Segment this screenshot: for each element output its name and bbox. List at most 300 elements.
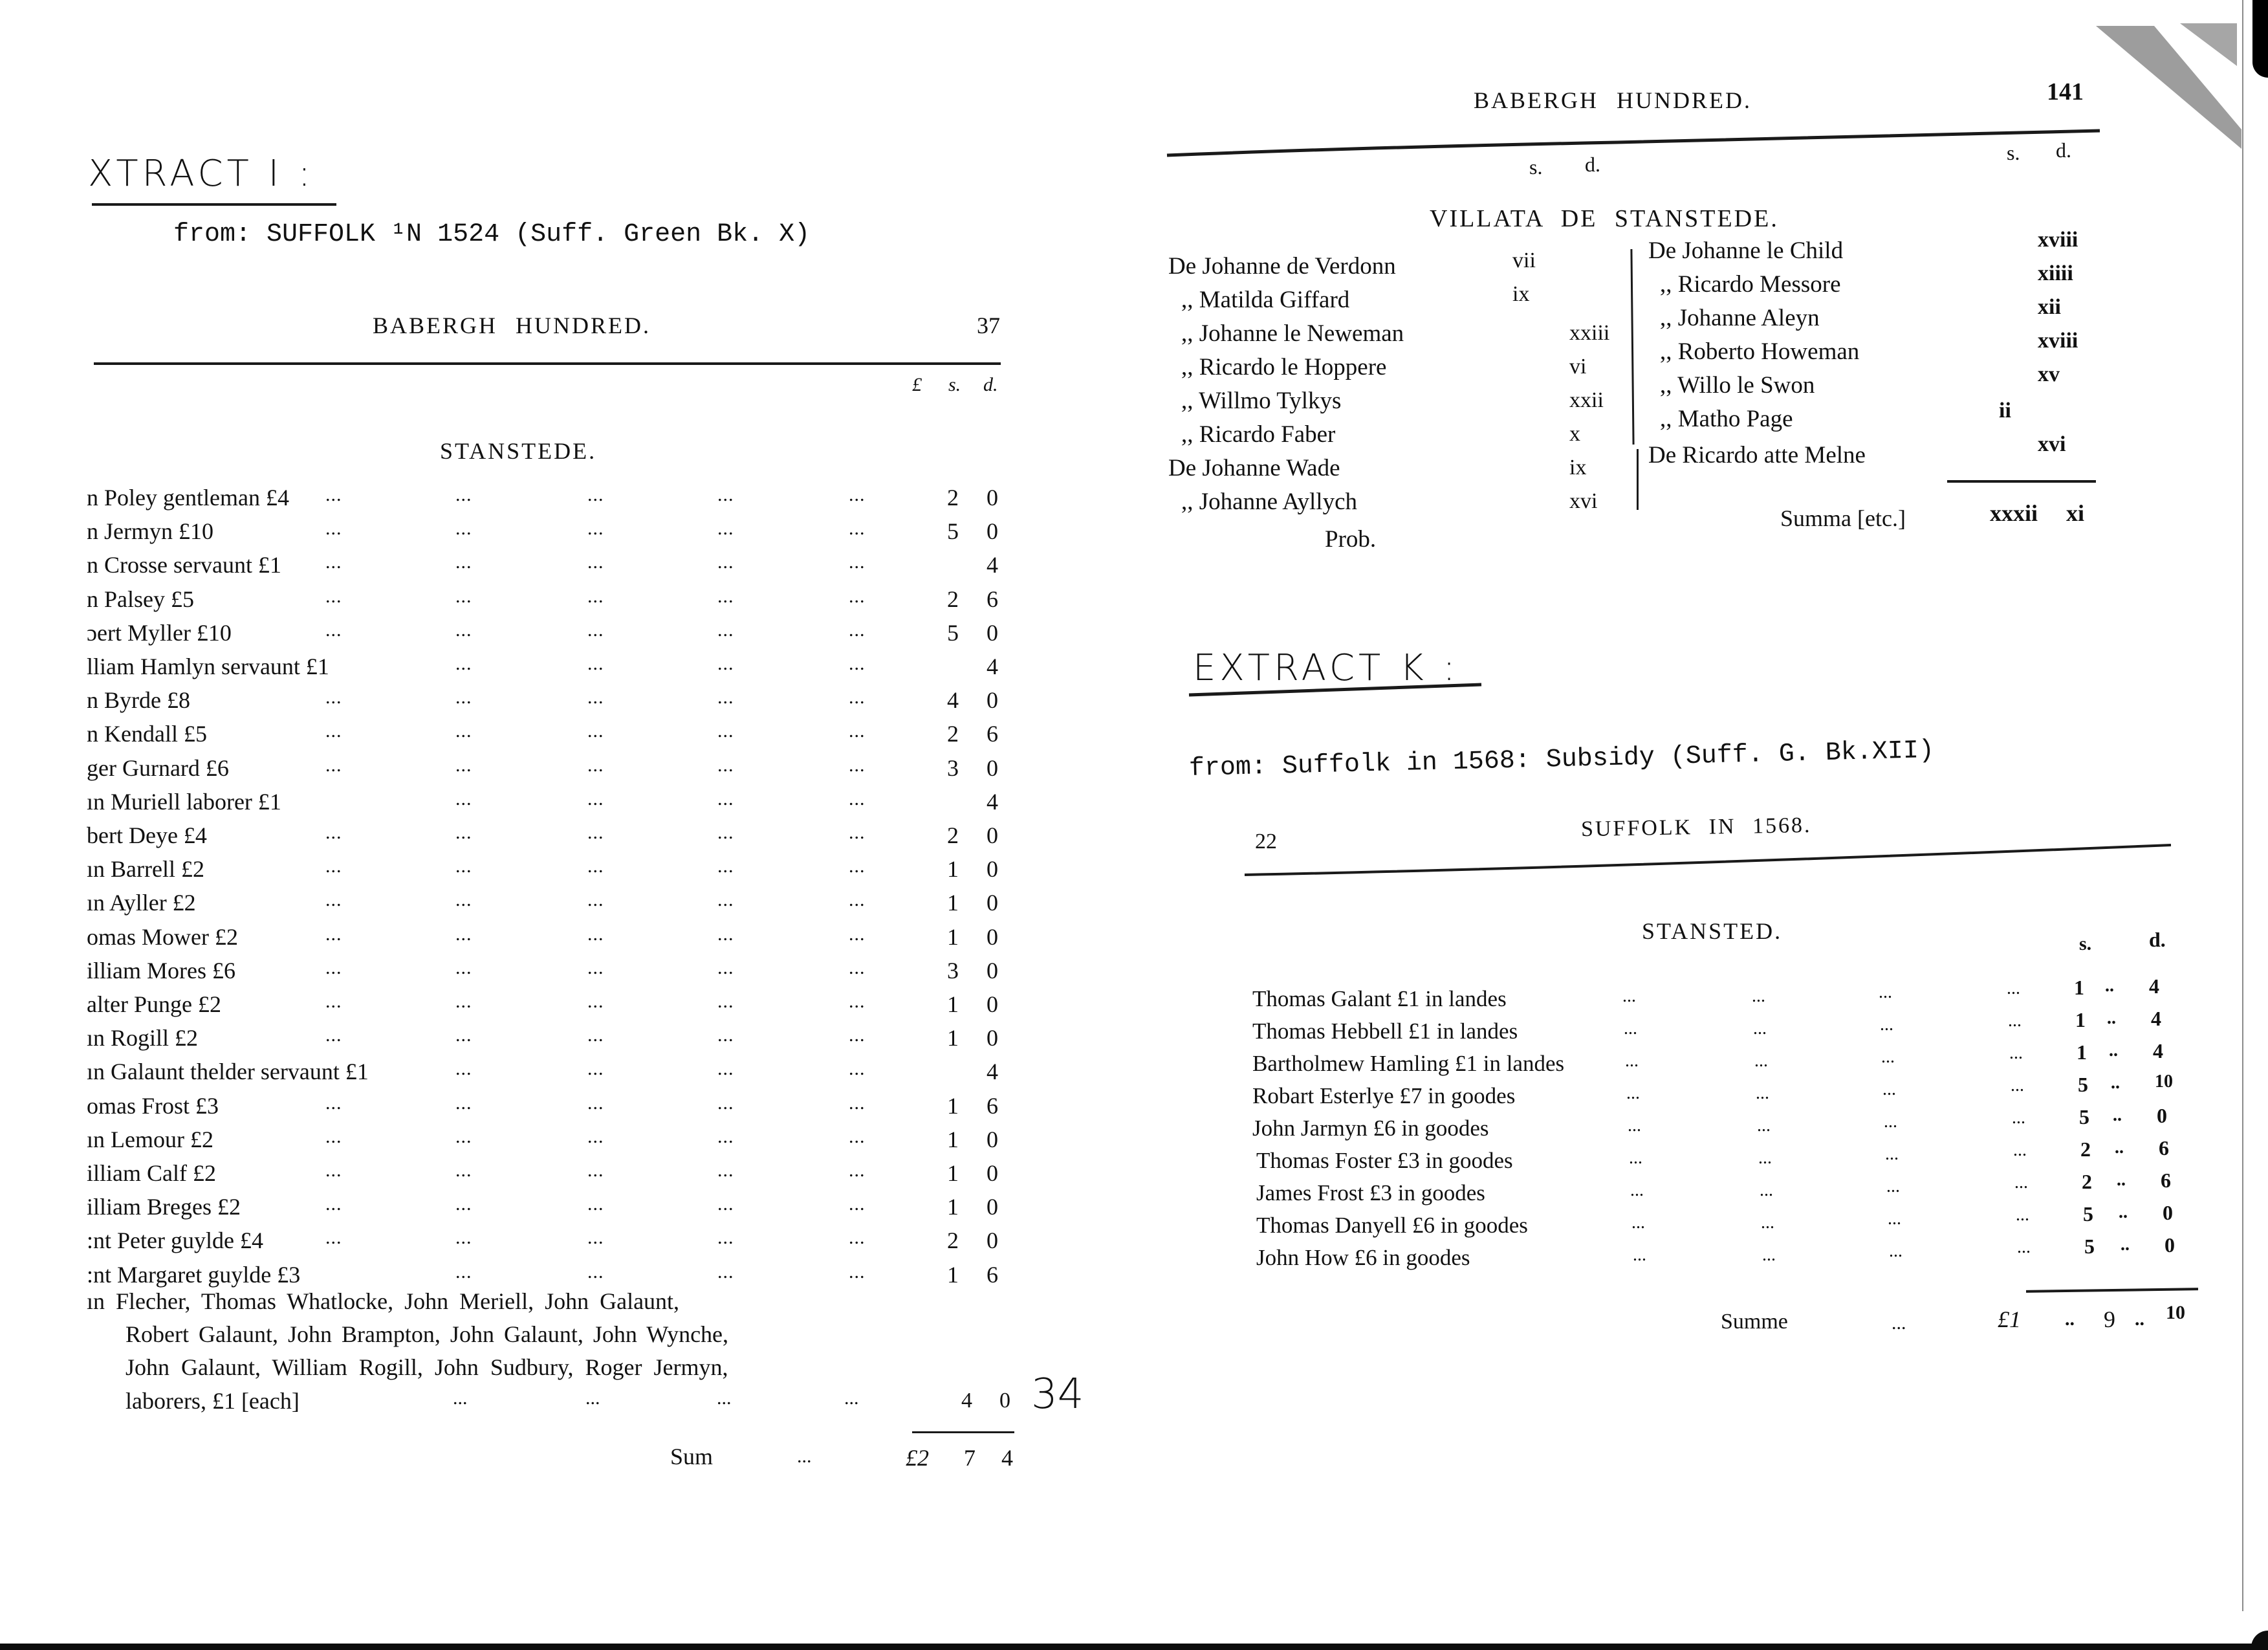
dots-leader: ... xyxy=(325,1160,342,1181)
entry-name: bert Deye £4 xyxy=(87,822,207,848)
page-edge-right xyxy=(2242,0,2243,1611)
dots-leader: ... xyxy=(455,754,472,776)
dots-leader: ... xyxy=(1757,1116,1771,1136)
dots-leader: ... xyxy=(587,1058,604,1080)
dots-leader: ... xyxy=(1889,1241,1903,1261)
dots-leader: ... xyxy=(1885,1144,1899,1164)
entry-shillings: 3 xyxy=(947,957,959,984)
villata-column-divider xyxy=(1637,449,1639,510)
stansted-title: STANSTED. xyxy=(1642,918,1783,944)
dots-leader: ... xyxy=(849,687,866,709)
villata-entry-name: ,, Johanne Ayllych xyxy=(1181,489,1358,515)
table-row xyxy=(87,957,1005,991)
dots-leader: ... xyxy=(1761,1213,1774,1233)
villata-entry-name: De Ricardo atte Melne xyxy=(1648,442,1866,468)
dots-leader: ... xyxy=(455,1260,472,1282)
extract-k-running-head: SUFFOLK IN 1568. xyxy=(1580,813,1812,842)
dots-leader: ... xyxy=(1758,1148,1772,1168)
entry-shillings: 2 xyxy=(947,586,959,612)
dots-leader: ... xyxy=(587,687,604,709)
entry-shillings: 1 xyxy=(947,991,959,1017)
entry-pence: 0 xyxy=(987,1160,998,1186)
entry-shillings: 1 xyxy=(947,1126,959,1152)
villata-entry-pence: xvi xyxy=(2038,432,2066,456)
villata-sum-label: Summa [etc.] xyxy=(1780,505,1906,531)
scan-border-bottom xyxy=(0,1644,2268,1650)
villata-entry-pence: xxii xyxy=(1569,388,1604,412)
dots-leader: ... xyxy=(587,956,604,978)
dots-leader: ... xyxy=(325,754,342,776)
extract-k-source-line: from: Suffolk in 1568: Subsidy (Suff. G. Bk.XII) xyxy=(1188,736,1935,784)
villata-col-d-right: d. xyxy=(2056,138,2071,162)
dots-leader: ... xyxy=(849,1024,866,1046)
dots-leader: ... xyxy=(455,653,472,674)
dots-leader: ... xyxy=(587,1193,604,1215)
villata-entry-shillings: vii xyxy=(1512,248,1536,272)
villata-entry-name: ,, Willo le Swon xyxy=(1660,372,1815,399)
dots-leader: ... xyxy=(2008,1011,2022,1031)
dots-leader: ... xyxy=(587,889,604,911)
k-entry-pence: 0 xyxy=(2164,1233,2175,1257)
dots-leader: ... xyxy=(717,991,734,1012)
villata-title: VILLATA DE STANSTEDE. xyxy=(1430,205,1779,232)
laborers-line: ın Flecher, Thomas Whatlocke, John Meriell, John Galaunt, xyxy=(87,1288,680,1314)
running-head: BABERGH HUNDRED. xyxy=(373,313,651,338)
dots-leader: ... xyxy=(587,551,604,573)
dots-leader: ... xyxy=(455,923,472,945)
dots-leader: ... xyxy=(325,1125,342,1147)
entry-pence: 0 xyxy=(987,923,998,950)
entry-pence: 0 xyxy=(987,754,998,781)
laborers-shillings: 4 xyxy=(961,1389,972,1413)
dots-leader: ... xyxy=(455,687,472,709)
dots-leader: ... xyxy=(587,484,604,505)
dots-leader: ... xyxy=(849,518,866,540)
k-entry-pence: 4 xyxy=(2149,974,2159,998)
entry-pence: 4 xyxy=(987,788,998,815)
dots-leader: ... xyxy=(455,787,472,809)
table-row xyxy=(87,687,1005,720)
dots-leader: ... xyxy=(849,1058,866,1080)
entry-shillings: 2 xyxy=(947,721,959,747)
entry-pence: 0 xyxy=(987,856,998,883)
entry-shillings: 5 xyxy=(947,619,959,646)
entry-pence: 6 xyxy=(987,1092,998,1119)
dots-leader: ... xyxy=(455,551,472,573)
dots-leader: ... xyxy=(1888,1209,1901,1229)
table-row xyxy=(87,518,1005,551)
dots-leader: ... xyxy=(1633,1245,1646,1265)
dots-leader: ... xyxy=(1880,1015,1893,1035)
laborers-line: laborers, £1 [each] xyxy=(125,1388,300,1414)
dots-leader: ... xyxy=(1624,1018,1637,1039)
villata-entry-name: ,, Willmo Tylkys xyxy=(1181,388,1342,414)
villata-entry-pence: xiiii xyxy=(2038,261,2073,285)
dots-leader: ... xyxy=(587,720,604,742)
k-entry-name: Thomas Danyell £6 in goodes xyxy=(1256,1213,1528,1238)
dots-leader: ... xyxy=(455,484,472,505)
entry-pence: 4 xyxy=(987,1059,998,1085)
entry-pence: 4 xyxy=(987,552,998,578)
scan-border-corner xyxy=(2251,1631,2268,1650)
entry-pence: 6 xyxy=(987,1261,998,1288)
villata-entry-pence: xvi xyxy=(1569,489,1598,513)
villata-entry-pence: ix xyxy=(1569,456,1587,479)
laborers-line: Robert Galaunt, John Brampton, John Galaunt, John Wynche, xyxy=(125,1321,729,1347)
dots-leader: ... xyxy=(587,653,604,674)
right-running-head: BABERGH HUNDRED. xyxy=(1474,87,1752,113)
k-sum-pounds: £1 xyxy=(1998,1306,2021,1332)
k-entry-shillings: 2 xyxy=(2080,1138,2091,1161)
k-entry-name: Thomas Foster £3 in goodes xyxy=(1256,1148,1513,1173)
dots-leader: ... xyxy=(325,619,342,641)
table-row xyxy=(87,754,1005,788)
k-entry-pence: 0 xyxy=(2163,1201,2173,1224)
villata-entry-shillings: ii xyxy=(1999,399,2011,423)
dots-leader: ... xyxy=(1625,1051,1639,1071)
entry-pence: 4 xyxy=(987,654,998,679)
villata-entry-name: ,, Ricardo Messore xyxy=(1660,271,1841,298)
entry-shillings: 3 xyxy=(947,754,959,781)
dots-leader: ... xyxy=(1886,1176,1900,1196)
dots-leader: ... xyxy=(587,855,604,877)
col-pence: d. xyxy=(983,374,998,395)
villata-entry-pence: x xyxy=(1569,422,1580,446)
entry-pence: 0 xyxy=(987,890,998,916)
entry-name: ger Gurnard £6 xyxy=(87,754,229,781)
dots-leader: ... xyxy=(717,822,734,843)
k-sum-shillings: 9 xyxy=(2104,1306,2115,1332)
dots-leader: ... xyxy=(849,787,866,809)
dots-leader: ... xyxy=(587,923,604,945)
k-entry-pence: 6 xyxy=(2159,1136,2169,1160)
entry-name: n Jermyn £10 xyxy=(87,518,213,545)
villata-entry-name: ,, Matho Page xyxy=(1660,406,1793,432)
entry-shillings: 1 xyxy=(947,1194,959,1220)
sum-pounds: £2 xyxy=(906,1445,929,1471)
dots-leader: ... xyxy=(1622,986,1636,1006)
entry-shillings: 1 xyxy=(947,923,959,950)
entry-pence: 0 xyxy=(987,518,998,545)
k-sum-pence: 10 xyxy=(2166,1302,2185,1323)
entry-name: omas Mower £2 xyxy=(87,923,238,950)
k-entry-shillings: 5 xyxy=(2079,1105,2089,1128)
dots-leader: ... xyxy=(1753,1018,1767,1039)
villata-entry-pence: xii xyxy=(2038,295,2061,319)
dots-leader: ... xyxy=(1754,1051,1768,1071)
dots-leader: ... xyxy=(325,1092,342,1114)
villata-col-s-right: s. xyxy=(2007,141,2020,164)
entry-name: lliam Hamlyn servaunt £1 xyxy=(87,654,329,679)
dots-leader: ... xyxy=(717,1092,734,1114)
dots-leader: ... xyxy=(717,787,734,809)
k-entry-pence: 10 xyxy=(2155,1072,2173,1092)
k-sum-dots: ... xyxy=(1892,1312,1906,1334)
dots-leader: ... xyxy=(849,923,866,945)
table-row xyxy=(87,619,1005,653)
dots-leader: ... xyxy=(717,1024,734,1046)
dots-leader: ... xyxy=(849,1092,866,1114)
dots-leader: ... xyxy=(1881,1047,1895,1067)
villata-entry-name: De Johanne le Child xyxy=(1648,237,1844,264)
k-entry-sep: .. xyxy=(2111,1073,2120,1093)
entry-name: alter Punge £2 xyxy=(87,991,221,1017)
k-entry-name: John How £6 in goodes xyxy=(1256,1245,1470,1270)
dots-leader: ... xyxy=(587,518,604,540)
entry-pence: 0 xyxy=(987,1194,998,1220)
villata-entry-pence: xv xyxy=(2038,362,2060,386)
dots-leader: ... xyxy=(1630,1180,1644,1200)
k-entry-name: Robart Esterlye £7 in goodes xyxy=(1252,1083,1516,1108)
villata-entry-name: ,, Ricardo Faber xyxy=(1181,421,1336,448)
page-number: 37 xyxy=(977,313,1000,338)
entry-name: ın Rogill £2 xyxy=(87,1025,199,1051)
villata-entry-name: ,, Ricardo le Hoppere xyxy=(1181,354,1387,380)
dots-leader: ... xyxy=(849,585,866,607)
dots-leader: ... xyxy=(587,1092,604,1114)
entry-pence: 6 xyxy=(987,721,998,747)
entry-name: ın Barrell £2 xyxy=(87,856,204,883)
entry-name: n Poley gentleman £4 xyxy=(87,485,289,511)
k-entry-sep: .. xyxy=(2115,1138,2124,1158)
entry-pence: 0 xyxy=(987,1025,998,1051)
entry-name: ın Muriell laborer £1 xyxy=(87,788,281,815)
dots-leader: ... xyxy=(587,1260,604,1282)
dots-leader: ... xyxy=(455,1024,472,1046)
dots-leader: ... xyxy=(717,653,734,674)
dots-leader: ... xyxy=(717,687,734,709)
dots-leader: ... xyxy=(1756,1083,1769,1103)
entry-name: illiam Breges £2 xyxy=(87,1194,241,1220)
k-entry-name: Bartholmew Hamling £1 in landes xyxy=(1252,1051,1565,1076)
corner-shadow xyxy=(2096,19,2241,155)
right-header-rule xyxy=(1164,127,2102,159)
villata-sum-shillings: xxxii xyxy=(1990,500,2038,526)
entry-shillings: 2 xyxy=(947,1227,959,1254)
dots-leader: ... xyxy=(849,1260,866,1282)
dots-leader: ... xyxy=(587,1227,604,1249)
k-entry-pence: 4 xyxy=(2153,1039,2163,1062)
dots-leader: ... xyxy=(325,720,342,742)
dots-leader: ... xyxy=(717,1058,734,1080)
laborers-pence: 0 xyxy=(999,1389,1010,1413)
dots-leader: ... xyxy=(587,754,604,776)
sum-dots: ... xyxy=(797,1446,812,1467)
dots-leader: ... xyxy=(325,855,342,877)
dots-leader: ... xyxy=(717,1387,732,1409)
entry-name: illiam Mores £6 xyxy=(87,957,235,984)
dots-leader: ... xyxy=(849,619,866,641)
villata-entry-name: ,, Johanne le Neweman xyxy=(1181,320,1404,347)
dots-leader: ... xyxy=(717,1193,734,1215)
dots-leader: ... xyxy=(587,1024,604,1046)
dots-leader: ... xyxy=(2012,1108,2025,1128)
table-row xyxy=(87,484,1005,518)
dots-leader: ... xyxy=(455,1092,472,1114)
k-entry-name: Thomas Galant £1 in landes xyxy=(1252,986,1507,1011)
dots-leader: ... xyxy=(455,822,472,843)
k-entry-name: James Frost £3 in goodes xyxy=(1256,1180,1485,1205)
dots-leader: ... xyxy=(717,956,734,978)
villata-entry-name: ,, Matilda Giffard xyxy=(1181,287,1350,313)
k-col-d: d. xyxy=(2149,928,2166,951)
dots-leader: ... xyxy=(455,1125,472,1147)
dots-leader: ... xyxy=(325,1227,342,1249)
k-entry-shillings: 1 xyxy=(2074,976,2084,999)
entry-name: ın Lemour £2 xyxy=(87,1126,213,1152)
k-entry-sep: .. xyxy=(2107,1008,2116,1028)
k-entry-shillings: 2 xyxy=(2082,1170,2092,1193)
k-sum-sep: .. xyxy=(2065,1308,2075,1330)
entry-name: :nt Margaret guylde £3 xyxy=(87,1261,301,1288)
k-sum-label: Summe xyxy=(1721,1310,1788,1334)
dots-leader: ... xyxy=(455,1160,472,1181)
dots-leader: ... xyxy=(325,518,342,540)
extract-heading-underline xyxy=(92,203,336,206)
k-entry-sep: .. xyxy=(2113,1105,2122,1125)
entry-name: ın Ayller £2 xyxy=(87,890,196,916)
table-row xyxy=(87,720,1005,754)
handwritten-note: 34 xyxy=(1031,1370,1084,1418)
dots-leader: ... xyxy=(455,518,472,540)
entry-shillings: 2 xyxy=(947,822,959,848)
entry-name: n Kendall £5 xyxy=(87,721,207,747)
dots-leader: ... xyxy=(849,956,866,978)
table-row xyxy=(87,551,1005,585)
k-entry-sep: .. xyxy=(2105,976,2114,996)
entry-pence: 0 xyxy=(987,822,998,848)
table-row xyxy=(87,653,1005,687)
entry-name: illiam Calf £2 xyxy=(87,1160,216,1186)
extract-k-rule xyxy=(1242,841,2174,880)
sum-shillings: 7 xyxy=(964,1445,976,1471)
dots-leader: ... xyxy=(455,585,472,607)
entry-shillings: 5 xyxy=(947,518,959,545)
dots-leader: ... xyxy=(717,889,734,911)
entry-shillings: 1 xyxy=(947,890,959,916)
dots-leader: ... xyxy=(455,1227,472,1249)
entry-name: n Crosse servaunt £1 xyxy=(87,552,281,578)
dots-leader: ... xyxy=(325,551,342,573)
dots-leader: ... xyxy=(1762,1245,1776,1265)
dots-leader: ... xyxy=(1631,1213,1645,1233)
dots-leader: ... xyxy=(717,855,734,877)
dots-leader: ... xyxy=(587,1160,604,1181)
extract-k-underline xyxy=(1186,679,1484,699)
dots-leader: ... xyxy=(455,1193,472,1215)
table-row xyxy=(87,788,1005,822)
entry-name: ın Galaunt thelder servaunt £1 xyxy=(87,1059,369,1085)
col-shillings: s. xyxy=(948,374,961,395)
source-line: from: SUFFOLK ¹N 1524 (Suff. Green Bk. X) xyxy=(173,220,811,249)
entry-pence: 0 xyxy=(987,1126,998,1152)
dots-leader: ... xyxy=(717,720,734,742)
sum-label: Sum xyxy=(670,1444,714,1469)
entry-shillings: 1 xyxy=(947,1261,959,1288)
dots-leader: ... xyxy=(717,754,734,776)
k-entry-pence: 6 xyxy=(2161,1169,2171,1192)
dots-leader: ... xyxy=(325,991,342,1012)
dots-leader: ... xyxy=(2013,1140,2027,1160)
dots-leader: ... xyxy=(455,991,472,1012)
extract-k-page-number: 22 xyxy=(1255,830,1277,853)
dots-leader: ... xyxy=(455,619,472,641)
table-row xyxy=(87,822,1005,855)
dots-leader: ... xyxy=(849,720,866,742)
dots-leader: ... xyxy=(1879,982,1892,1002)
k-entry-shillings: 5 xyxy=(2084,1235,2095,1258)
sum-rule xyxy=(912,1431,1014,1433)
table-row xyxy=(87,1092,1005,1126)
table-row xyxy=(87,1024,1005,1058)
scan-border-top-right xyxy=(2252,0,2268,78)
dots-leader: ... xyxy=(325,1024,342,1046)
dots-leader: ... xyxy=(2007,978,2020,998)
entry-name: :nt Peter guylde £4 xyxy=(87,1227,263,1254)
k-entry-name: Thomas Hebbell £1 in landes xyxy=(1252,1018,1518,1044)
dots-leader: ... xyxy=(2017,1237,2031,1257)
entry-pence: 0 xyxy=(987,991,998,1017)
k-entry-shillings: 1 xyxy=(2077,1040,2087,1064)
dots-leader: ... xyxy=(455,855,472,877)
entry-shillings: 4 xyxy=(947,687,959,714)
dots-leader: ... xyxy=(849,1160,866,1181)
entry-pence: 0 xyxy=(987,619,998,646)
dots-leader: ... xyxy=(1752,986,1765,1006)
k-entry-sep: .. xyxy=(2119,1202,2128,1222)
dots-leader: ... xyxy=(849,991,866,1012)
dots-leader: ... xyxy=(585,1387,600,1409)
dots-leader: ... xyxy=(1760,1180,1773,1200)
dots-leader: ... xyxy=(1884,1112,1897,1132)
table-row xyxy=(87,1058,1005,1092)
dots-leader: ... xyxy=(2014,1172,2028,1193)
sum-pence: 4 xyxy=(1001,1445,1013,1471)
dots-leader: ... xyxy=(849,855,866,877)
dots-leader: ... xyxy=(1629,1148,1642,1168)
k-entry-pence: 4 xyxy=(2151,1007,2161,1030)
entry-name: n Palsey £5 xyxy=(87,586,194,612)
k-entry-shillings: 5 xyxy=(2083,1202,2093,1226)
villata-entry-pence: xxiii xyxy=(1569,321,1610,345)
villata-prob: Prob. xyxy=(1325,526,1377,553)
section-title: STANSTEDE. xyxy=(440,438,597,464)
dots-leader: ... xyxy=(455,889,472,911)
entry-name: ɔert Myller £10 xyxy=(87,619,232,646)
villata-entry-pence: xviii xyxy=(2038,329,2078,353)
entry-pence: 6 xyxy=(987,586,998,612)
table-row xyxy=(87,1227,1005,1260)
dots-leader: ... xyxy=(849,551,866,573)
villata-col-s-left: s. xyxy=(1529,155,1543,179)
dots-leader: ... xyxy=(455,720,472,742)
dots-leader: ... xyxy=(717,1260,734,1282)
header-rule xyxy=(94,362,1001,365)
villata-sum-rule xyxy=(1947,480,2096,483)
table-row xyxy=(87,923,1005,957)
extract-heading: XTRACT I : xyxy=(88,153,314,195)
dots-leader: ... xyxy=(325,889,342,911)
dots-leader: ... xyxy=(587,991,604,1012)
dots-leader: ... xyxy=(455,1058,472,1080)
dots-leader: ... xyxy=(587,1125,604,1147)
dots-leader: ... xyxy=(325,956,342,978)
k-entry-shillings: 1 xyxy=(2075,1008,2086,1031)
dots-leader: ... xyxy=(849,1125,866,1147)
dots-leader: ... xyxy=(717,585,734,607)
k-sum-rule xyxy=(2026,1288,2198,1293)
entry-pence: 0 xyxy=(987,485,998,511)
